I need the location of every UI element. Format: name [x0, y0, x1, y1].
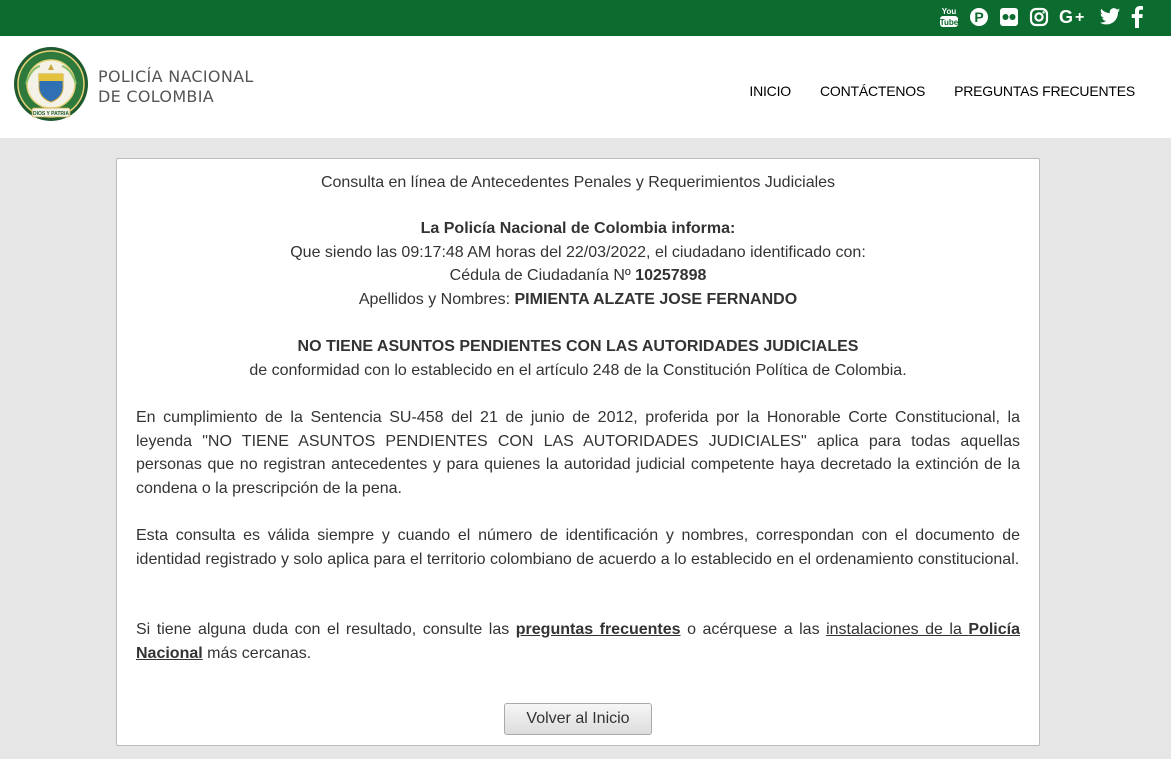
- youtube-icon[interactable]: [939, 5, 959, 29]
- help-text-a: Si tiene alguna duda con el resultado, consulte las: [136, 621, 516, 638]
- id-label: Cédula de Ciudadanía Nº: [449, 267, 636, 284]
- help-text-c: más cercanas.: [202, 644, 312, 662]
- name-label: Apellidos y Nombres:: [358, 290, 515, 308]
- svg-text:P: P: [974, 9, 984, 25]
- name-line: [117, 288, 1039, 312]
- google-plus-icon[interactable]: [1059, 5, 1089, 29]
- site-header: [0, 36, 1171, 138]
- svg-text:G: G: [1059, 7, 1074, 27]
- twitter-icon[interactable]: [1099, 5, 1121, 29]
- svg-text:+: +: [1075, 9, 1085, 26]
- social-links: [939, 3, 1143, 31]
- pinterest-icon[interactable]: [969, 5, 989, 29]
- help-text-b: o acérquese a las: [680, 621, 827, 638]
- status-text: NO TIENE ASUNTOS PENDIENTES CON LAS AUTORIDADES JUDICIALES: [297, 338, 859, 355]
- brand-line-1: POLICÍA NACIONAL: [98, 67, 254, 86]
- help-paragraph: [136, 618, 1020, 665]
- top-bar: [0, 0, 1171, 36]
- facilities-link-text: instalaciones de la: [826, 621, 969, 638]
- citizen-info: [117, 217, 1039, 311]
- brand-name: [98, 67, 254, 107]
- brand-line-2: DE COLOMBIA: [98, 87, 214, 106]
- result-status: [117, 335, 1039, 382]
- timestamp-line: Que siendo las 09:17:48 AM horas del 22/03/2022, el ciudadano identificado con:: [290, 243, 866, 261]
- instagram-icon[interactable]: [1029, 5, 1049, 29]
- nav-contactenos[interactable]: CONTÁCTENOS: [819, 83, 926, 99]
- card-title: Consulta en línea de Antecedentes Penales y Requerimientos Judiciales: [320, 174, 836, 191]
- informa-heading: La Policía Nacional de Colombia informa:: [420, 220, 736, 237]
- svg-text:DIOS Y PATRIA: DIOS Y PATRIA: [32, 111, 70, 117]
- police-emblem-logo[interactable]: [12, 46, 90, 124]
- id-line: [117, 264, 1039, 288]
- facilities-link-bold: Policía Nacional: [136, 621, 1020, 662]
- back-home-button[interactable]: Volver al Inicio: [504, 703, 652, 735]
- nav-inicio[interactable]: INICIO: [749, 83, 791, 99]
- main-nav: [749, 83, 1135, 99]
- nav-preguntas-frecuentes[interactable]: PREGUNTAS FRECUENTES: [954, 83, 1135, 99]
- faq-link[interactable]: preguntas frecuentes: [515, 621, 681, 638]
- legal-paragraph-2: Esta consulta es válida siempre y cuando el número de identificación y nombres, correspondan con el documento de identidad registrado y solo aplica para el territorio colombiano de acuerdo a lo establecido en el ordenamiento constitucional.: [136, 527, 1020, 568]
- flickr-icon[interactable]: [999, 5, 1019, 29]
- legal-paragraph-1: En cumplimiento de la Sentencia SU-458 del 21 de junio de 2012, proferida por la Honorable Corte Constitucional, la leyenda "NO TIENE ASUNTOS PENDIENTES CON LAS AUTORIDADES JUDICIALES" aplica para todas aquellas personas que no registran antecedentes y para quienes la autoridad judicial competente haya decretado la extinción de la condena o la prescripción de la pena.: [136, 409, 1020, 497]
- svg-text:You: You: [941, 7, 957, 16]
- status-subtext: de conformidad con lo establecido en el artículo 248 de la Constitución Política de Colombia.: [249, 361, 907, 379]
- facebook-icon[interactable]: [1131, 5, 1143, 29]
- name-value: PIMIENTA ALZATE JOSE FERNANDO: [514, 290, 798, 308]
- svg-text:Tube: Tube: [939, 18, 959, 27]
- result-card: [116, 158, 1040, 746]
- id-number: 10257898: [635, 267, 707, 284]
